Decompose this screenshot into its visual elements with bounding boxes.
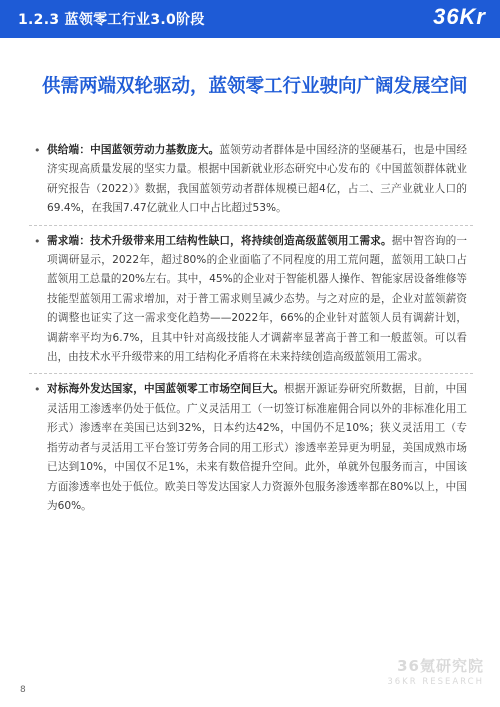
paragraph bbox=[47, 380, 467, 516]
bullet-icon: • bbox=[34, 234, 41, 248]
divider bbox=[29, 225, 473, 226]
page-number: 8 bbox=[20, 685, 26, 695]
brand-logo: 36Kr bbox=[433, 4, 486, 29]
header-bar bbox=[0, 0, 500, 38]
page-headline: 供需两端双轮驱动，蓝领零工行业驶向广阔发展空间 bbox=[42, 76, 468, 97]
paragraph-body: 蓝领劳动者群体是中国经济的坚硬基石，也是中国经济实现高质量发展的坚实力量。根据中国新就业形态研究中心发布的《中国蓝领群体就业研究报告（2022）》数据，我国蓝领劳动者群体规模已超4亿，占二、三产业就业人口的69.4%，在我国7.47亿就业人口中占比超过53%。 bbox=[47, 144, 468, 215]
list-item-overseas bbox=[34, 380, 468, 516]
paragraph-lead: 对标海外发达国家，中国蓝领零工市场空间巨大。 bbox=[47, 383, 285, 396]
bullet-icon: • bbox=[34, 144, 41, 157]
paragraph-body: 根据开源证券研究所数据，目前，中国灵活用工渗透率仍处于低位。广义灵活用工（一切签订标准雇佣合同以外的非标准化用工形式）渗透率在美国已达到32%，日本约达42%，中国仍不足10%；狭义灵活用工（专指劳动者与灵活用工平台签订劳务合同的用工形式）渗透率差异更为明显，美国成熟市场已达到10%，中国仅不足1%，未来有数倍提升空间。此外，单就外包服务而言，中国该方面渗透率也处于低位。欧美日等发达国家人力资源外包服务渗透率都在80%以上，中国为60%。 bbox=[47, 383, 468, 512]
footer-brand-en: 36KR RESEARCH bbox=[387, 677, 484, 687]
footer-brand-cn: 36氪研究院 bbox=[397, 657, 484, 675]
paragraph bbox=[47, 232, 467, 368]
list-item-demand bbox=[34, 232, 468, 368]
paragraph bbox=[47, 141, 467, 219]
divider bbox=[29, 373, 473, 374]
section-title: 1.2.3 蓝领零工行业3.0阶段 bbox=[18, 12, 205, 28]
list-item-supply bbox=[34, 141, 468, 219]
content-body bbox=[34, 141, 468, 522]
paragraph-body: 据中智咨询的一项调研显示，2022年，超过80%的企业面临了不同程度的用工荒问题，蓝领用工缺口占蓝领用工总量的20%左右。其中，45%的企业对于智能机器人操作、智能家居设备维修等技能型蓝领用工需求增加，对于普工需求则呈减少态势。与之对应的是，企业对蓝领薪资的调整也证实了这一需求变化趋势——2022年，66%的企业针对蓝领人员有调薪计划，调薪率平均为6.7%，且其中针对高级技能人才调薪率显著高于普工和一般蓝领。可以看出，由技术水平升级带来的用工结构化矛盾将在未来持续创造高级蓝领用工需求。 bbox=[47, 234, 468, 364]
footer-watermark bbox=[387, 655, 484, 687]
paragraph-lead: 需求端：技术升级带来用工结构性缺口，将持续创造高级蓝领用工需求。 bbox=[47, 234, 392, 247]
paragraph-lead: 供给端：中国蓝领劳动力基数庞大。 bbox=[47, 144, 220, 156]
bullet-icon: • bbox=[34, 383, 41, 397]
